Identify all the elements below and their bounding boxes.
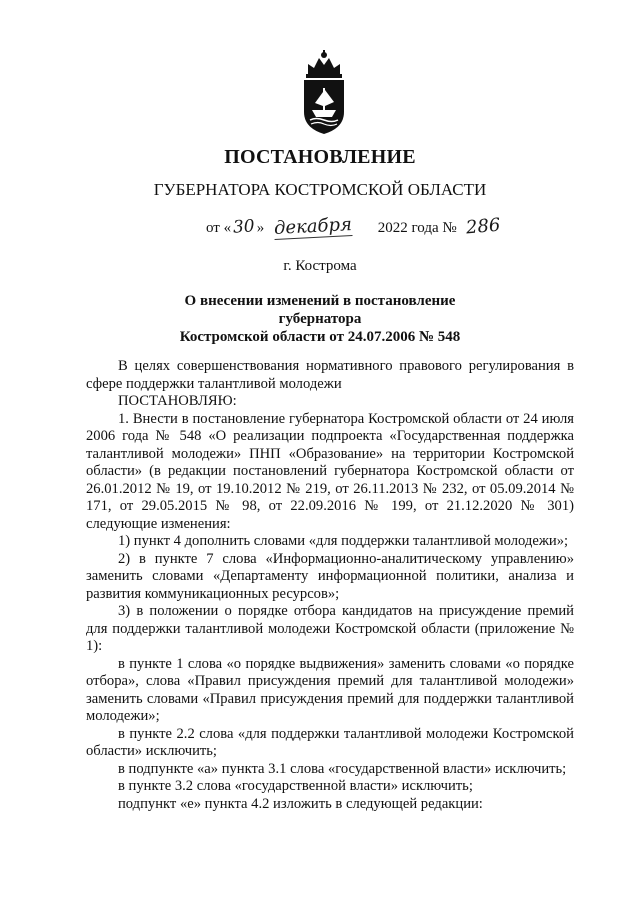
date-prefix: от «: [206, 220, 232, 236]
heading-line-1: О внесении изменений в постановление губернатора: [184, 293, 456, 327]
date-mid: »: [256, 220, 265, 236]
paragraph: ПОСТАНОВЛЯЮ:: [118, 393, 237, 409]
paragraph: В целях совершенствования нормативного правового регулирования в сфере поддержки талантливой молодежи: [86, 358, 574, 392]
document-number: 286: [465, 214, 502, 239]
paragraph: 2) в пункте 7 слова «Информационно-аналитическому управлению» заменить словами «Департаменту информационной политики, анализа и развития коммуникационных ресурсов»;: [86, 550, 574, 602]
date-line: [206, 213, 502, 240]
paragraph: в пункте 1 слова «о порядке выдвижения» заменить словами «о порядке отбора», слова «Правил присуждения премий для талантливой молодежи» заменить словами «Правил присуждения премий для поддержки талантливой молодежи»;: [86, 655, 574, 724]
document-subtitle: ГУБЕРНАТОРА КОСТРОМСКОЙ ОБЛАСТИ: [153, 180, 487, 199]
kostroma-coat-of-arms-icon: [294, 50, 354, 138]
date-day: 30: [232, 216, 256, 238]
paragraph: в подпункте «а» пункта 3.1 слова «государственной власти» исключить;: [118, 760, 567, 777]
document-title: ПОСТАНОВЛЕНИЕ: [224, 146, 416, 168]
paragraph: в пункте 3.2 слова «государственной власти» исключить;: [118, 778, 473, 794]
paragraph: в пункте 2.2 слова «для поддержки талантливой молодежи Костромской области» исключить;: [86, 725, 574, 759]
city-line: г. Кострома: [283, 258, 357, 274]
paragraph: 3) в положении о порядке отбора кандидатов на присуждение премий для поддержки талантливой молодежи Костромской области (приложение № 1):: [86, 603, 574, 654]
paragraph: 1. Внести в постановление губернатора Костромской области от 24 июля 2006 года № 548 «О реализации подпроекта «Государственная поддержка талантливой молодежи» ПНП «Образование» на территории Костромской области» (в редакции постановлений губернатора Костромской области от 26.01.2012 № 19, от 19.10.2012 № 219, от 26.11.2013 № 232, от 05.09.2014 № 171, от 29.05.2015 № 98, от 22.09.2016 № 199, от 21.12.2020 № 301) следующие изменения:: [86, 410, 574, 532]
paragraph: 1) пункт 4 дополнить словами «для поддержки талантливой молодежи»;: [118, 533, 569, 549]
document-heading: [150, 292, 490, 346]
heading-line-2: Костромской области от 24.07.2006 № 548: [179, 329, 461, 345]
date-year: 2022 года №: [377, 220, 457, 236]
paragraph: подпункт «е» пункта 4.2 изложить в следующей редакции:: [118, 795, 483, 812]
document-body: [86, 358, 574, 813]
date-month: декабря: [273, 213, 353, 240]
